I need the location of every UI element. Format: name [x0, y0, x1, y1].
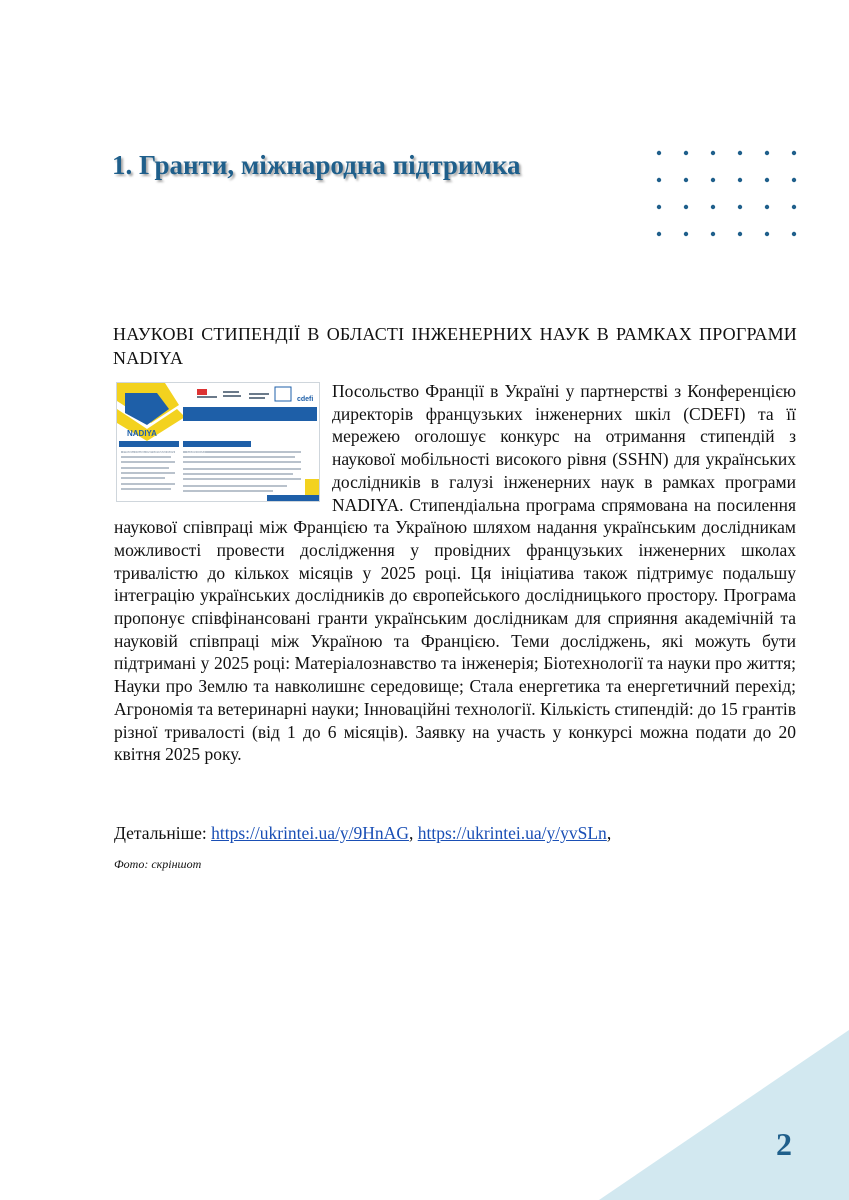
decorative-dot [738, 151, 742, 155]
details-line [114, 823, 611, 844]
decorative-dot [684, 205, 688, 209]
decorative-dot [711, 178, 715, 182]
details-link-2[interactable]: https://ukrintei.ua/y/yvSLn [417, 823, 607, 843]
details-link-1[interactable]: https://ukrintei.ua/y/9HnAG [211, 823, 409, 843]
decorative-corner-triangle [599, 1030, 849, 1200]
decorative-dot [738, 232, 742, 236]
decorative-dot [657, 232, 661, 236]
decorative-dot [792, 232, 796, 236]
link-separator: , [408, 823, 418, 843]
thumbnail-main-heading: CONTEXT [187, 449, 207, 454]
decorative-dot [792, 151, 796, 155]
decorative-dot [738, 178, 742, 182]
details-label: Детальніше: [114, 823, 212, 843]
decorative-dot [657, 151, 661, 155]
decorative-dot [792, 205, 796, 209]
decorative-dot [684, 232, 688, 236]
article-body-text: Посольство Франції в Україні у партнерстві з Конференцією директорів французьких інженерних шкіл (CDEFI) та її мережею оголошує конкурс на отримання стипендій з наукової мобільності високого рівня (SSHN) для українських дослідників в галузі інженерних наук в рамках програми NADIYA. Стипендіальна програма спрямована на посилення наукової співпраці між Францією та Україною шляхом надання українським дослідникам можливості провести дослідження у провідних французьких інженерних школах тривалістю до кількох місяців у 2025 році. Ця ініціатива також підтримує подальшу інтеграцію українських дослідників до європейського дослідницького простору. Програма пропонує співфінансовані гранти українським дослідникам для сприяння академічній та науковій співпраці між Україною та Францією. Теми досліджень, які можуть бути підтримані у 2025 році: Матеріалознавство та інженерія; Біотехнології та науки про життя; Науки про Землю та навколишнє середовище; Стала енергетика та енергетичний перехід; Агрономія та ветеринарні науки; Інноваційні технології. Кількість стипендій: до 15 грантів різної тривалості (від 1 до 6 місяців). Заявку на участь у конкурсі можна подати до 20 квітня 2025 року. [114, 381, 796, 765]
decorative-dot [684, 151, 688, 155]
decorative-dot [765, 151, 769, 155]
thumbnail-program-word: NADIYA [127, 429, 157, 438]
decorative-dot [765, 232, 769, 236]
decorative-dot [738, 205, 742, 209]
decorative-dot [657, 205, 661, 209]
decorative-dot [792, 178, 796, 182]
photo-caption: Фото: скріншот [114, 857, 202, 871]
article-body [114, 380, 796, 766]
decorative-dot [765, 178, 769, 182]
thumbnail-sidebar-heading: PRACTICAL INFORMATION [123, 449, 175, 454]
trailing-comma: , [606, 823, 612, 843]
section-heading: 1. Гранти, міжнародна підтримка [112, 150, 521, 180]
decorative-dot [711, 151, 715, 155]
article-title: НАУКОВІ СТИПЕНДІЇ В ОБЛАСТІ ІНЖЕНЕРНИХ НАУК В РАМКАХ ПРОГРАМИ NADIYA [113, 324, 797, 368]
decorative-dot [711, 232, 715, 236]
thumbnail-logo-text: cdefi [297, 396, 314, 403]
decorative-dot [765, 205, 769, 209]
decorative-dot-grid [651, 145, 801, 245]
decorative-dot [711, 205, 715, 209]
page-number: 2 [776, 1126, 792, 1162]
decorative-dot [657, 178, 661, 182]
decorative-dot [684, 178, 688, 182]
program-screenshot-thumbnail [116, 382, 320, 502]
